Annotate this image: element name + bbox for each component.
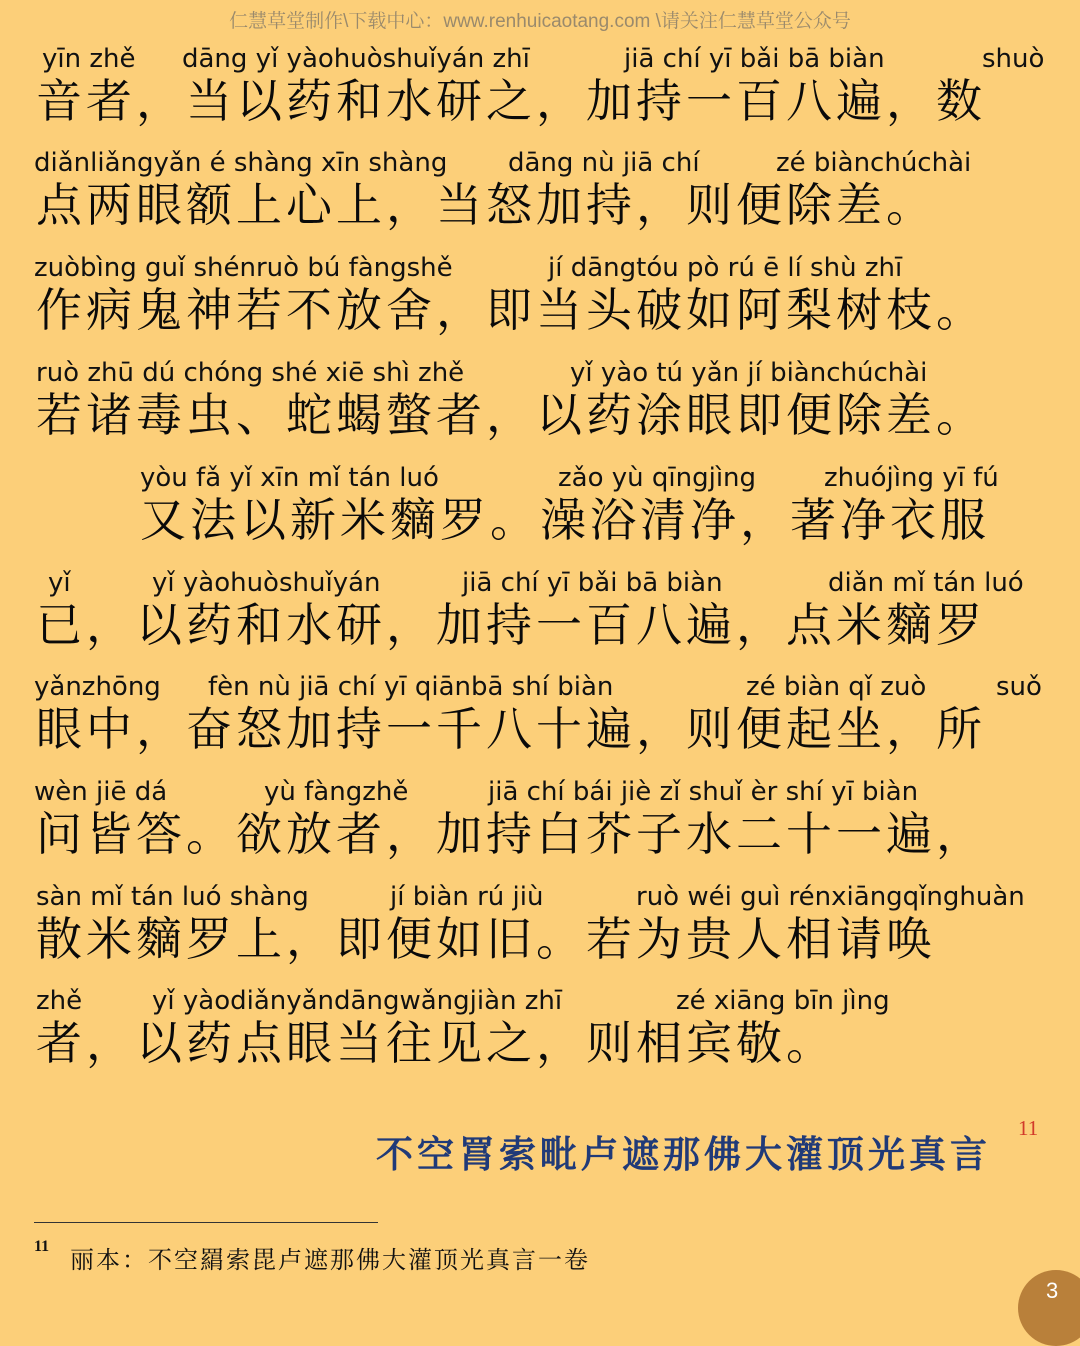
pinyin: jí biàn rú jiù <box>390 882 544 912</box>
pinyin: jiā chí bái jiè zǐ shuǐ èr shí yī biàn <box>488 777 919 807</box>
pinyin: sàn mǐ tán luó shàng <box>36 882 309 912</box>
pinyin: zǎo yù qīngjìng <box>558 463 757 493</box>
pinyin: jiā chí yī bǎi bā biàn <box>624 44 885 74</box>
footnote-divider <box>34 1222 378 1223</box>
hanzi: 者，以药点眼当往见之，则相宾敬。 <box>36 1016 836 1070</box>
hanzi: 若诸毒虫、蛇蝎螫者，以药涂眼即便除差。 <box>36 388 986 442</box>
pinyin: shuò <box>982 44 1045 74</box>
pinyin: yù fàngzhě <box>264 777 409 807</box>
footnote-text: 丽本：不空羂索毘卢遮那佛大灌顶光真言一卷 <box>70 1246 590 1274</box>
pinyin: ruò wéi guì rénxiāngqǐnghuàn <box>636 882 1025 912</box>
hanzi: 点两眼额上心上，当怒加持，则便除差。 <box>36 178 936 232</box>
hanzi: 音者，当以药和水研之，加持一百八遍，数 <box>36 74 986 128</box>
hanzi: 作病鬼神若不放舍，即当头破如阿梨树枝。 <box>36 283 986 337</box>
pinyin: zuòbìng guǐ shénruò bú fàngshě <box>34 253 453 283</box>
pinyin: yǐ <box>48 568 71 598</box>
pinyin: fèn nù jiā chí yī qiānbā shí biàn <box>208 672 614 702</box>
pinyin: yǐ yào tú yǎn jí biànchúchài <box>570 358 928 388</box>
hanzi: 眼中，奋怒加持一千八十遍，则便起坐，所 <box>36 702 986 756</box>
pinyin: diǎnliǎngyǎn é shàng xīn shàng <box>34 148 448 178</box>
page-number: 3 <box>1046 1278 1059 1303</box>
pinyin: zhě <box>36 986 83 1016</box>
footnote-number: 11 <box>34 1238 50 1255</box>
pinyin: zé xiāng bīn jìng <box>676 986 890 1016</box>
pinyin: diǎn mǐ tán luó <box>828 568 1024 598</box>
pinyin: yīn zhě <box>42 44 136 74</box>
pinyin: jiā chí yī bǎi bā biàn <box>462 568 723 598</box>
pinyin: zé biànchúchài <box>776 148 972 178</box>
hanzi: 问皆答。欲放者，加持白芥子水二十一遍， <box>36 807 986 861</box>
footnote-reference[interactable]: 11 <box>1018 1116 1039 1140</box>
pinyin: zé biàn qǐ zuò <box>746 672 927 702</box>
hanzi: 散米䵂罗上，即便如旧。若为贵人相请唤 <box>36 912 936 966</box>
pinyin: ruò zhū dú chóng shé xiē shì zhě <box>36 358 465 388</box>
pinyin: yǎnzhōng <box>34 672 161 702</box>
pinyin: jí dāngtóu pò rú ē lí shù zhī <box>548 253 903 283</box>
pinyin: dāng yǐ yàohuòshuǐyán zhī <box>182 44 530 74</box>
pinyin: yòu fǎ yǐ xīn mǐ tán luó <box>140 463 439 493</box>
hanzi: 已，以药和水研，加持一百八遍，点米䵂罗 <box>36 598 986 652</box>
pinyin: dāng nù jiā chí <box>508 148 700 178</box>
pinyin: wèn jiē dá <box>34 777 168 807</box>
pinyin: zhuójìng yī fú <box>824 463 999 493</box>
mantra-title: 不空罥索毗卢遮那佛大灌顶光真言 <box>376 1132 991 1176</box>
pinyin: yǐ yàodiǎnyǎndāngwǎngjiàn zhī <box>152 986 563 1016</box>
watermark-header: 仁慧草堂制作\下载中心：www.renhuicaotang.com \请关注仁慧草堂公众号 <box>229 11 851 32</box>
pinyin: suǒ <box>996 672 1042 702</box>
hanzi: 又法以新米䵂罗。澡浴清净，著净衣服 <box>140 493 990 547</box>
pinyin: yǐ yàohuòshuǐyán <box>152 568 381 598</box>
